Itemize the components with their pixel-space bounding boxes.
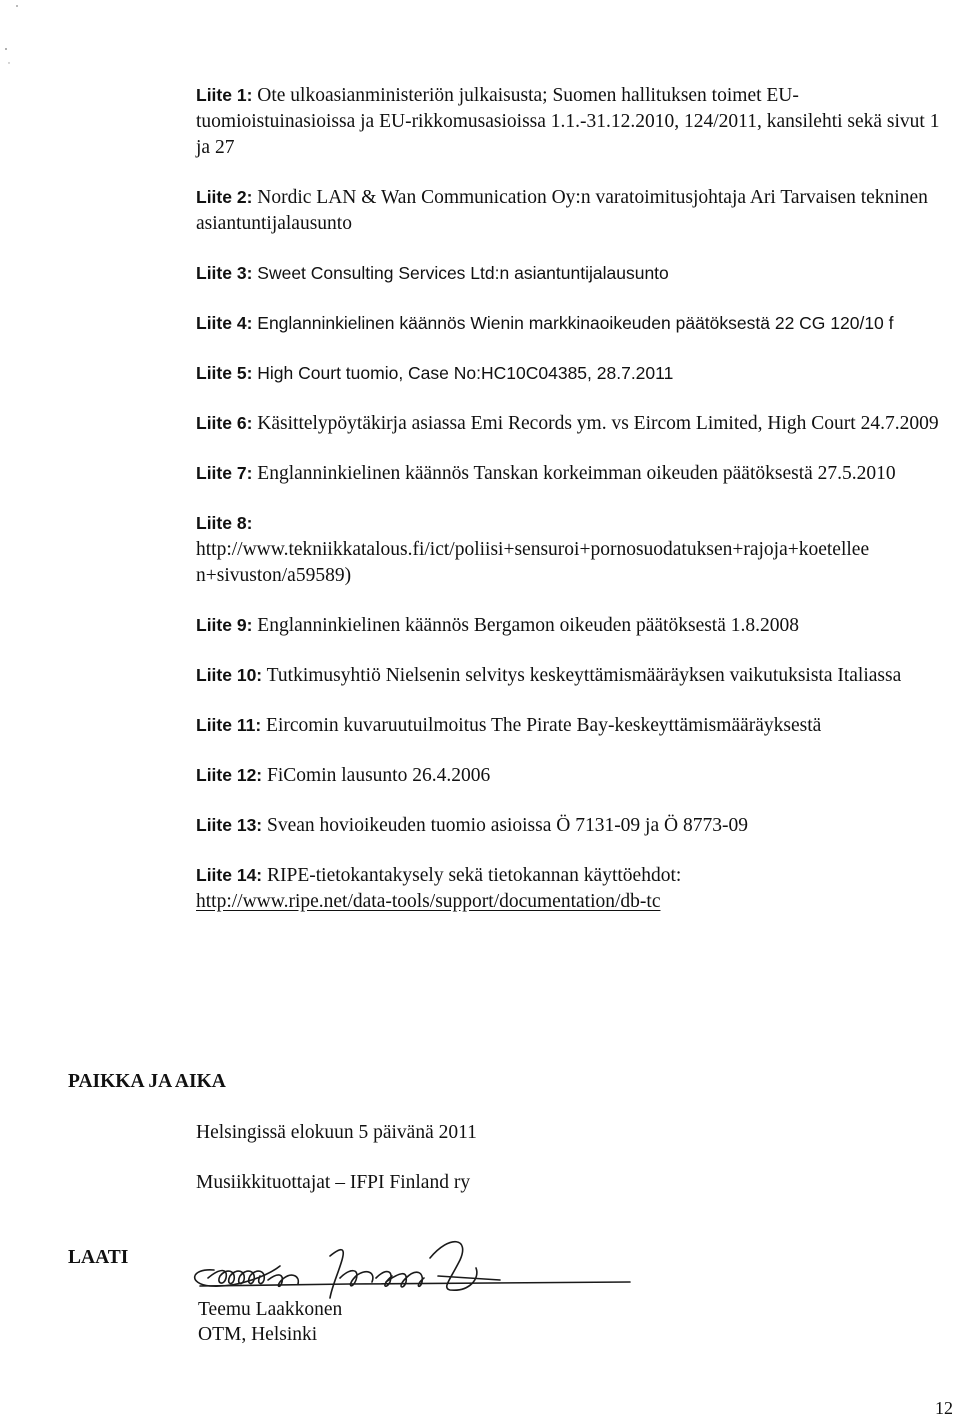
place-and-time-heading: PAIKKA JA AIKA (68, 1071, 226, 1092)
attachment-item-6 (196, 410, 956, 437)
attachment-label: Liite 12: (196, 765, 263, 785)
attachment-label: Liite 3: (196, 263, 253, 283)
attachment-text: Englanninkielinen käännös Bergamon oikeuden päätöksestä 1.8.2008 (257, 615, 800, 636)
attachment-text: High Court tuomio, Case No:HC10C04385, 28.7.2011 (257, 363, 674, 383)
attachment-text: RIPE-tietokantakysely sekä tietokannan käyttöehdot: (267, 865, 682, 886)
attachment-text: Svean hovioikeuden tuomio asioissa Ö 7131-09 ja Ö 8773-09 (267, 815, 748, 836)
attachment-text: Englanninkielinen käännös Wienin markkinaoikeuden päätöksestä 22 CG 120/10 f (257, 313, 894, 333)
attachment-text: Eircomin kuvaruutuilmoitus The Pirate Bay-keskeyttämismääräyksestä (266, 715, 822, 736)
attachment-item-4 (196, 310, 956, 337)
signer-name: Teemu Laakkonen (198, 1299, 343, 1320)
handwritten-signature (180, 1228, 640, 1308)
attachment-item-3 (196, 260, 956, 287)
attachment-label: Liite 1: (196, 85, 253, 105)
attachment-item-5 (196, 360, 956, 387)
signer-title: OTM, Helsinki (198, 1324, 318, 1345)
attachment-label: Liite 7: (196, 463, 253, 483)
attachment-link[interactable]: http://www.tekniikkatalous.fi/ict/poliisi+sensuroi+pornosuodatuksen+rajoja+koetellee n+sivuston/a59589) (196, 539, 870, 586)
author-heading: LAATI (68, 1247, 129, 1268)
attachment-text: Sweet Consulting Services Ltd:n asiantuntijalausunto (257, 263, 669, 283)
attachment-item-1 (196, 82, 956, 161)
attachment-item-8 (196, 510, 956, 589)
organization-name: Musiikkituottajat – IFPI Finland ry (196, 1172, 471, 1193)
attachment-label: Liite 10: (196, 665, 263, 685)
attachment-item-12 (196, 762, 956, 789)
attachment-label: Liite 2: (196, 187, 253, 207)
attachment-label: Liite 9: (196, 615, 253, 635)
attachment-text: Englanninkielinen käännös Tanskan korkeimman oikeuden päätöksestä 27.5.2010 (257, 463, 896, 484)
attachment-item-14 (196, 862, 956, 915)
attachment-item-9 (196, 612, 956, 639)
attachment-text: Ote ulkoasianministeriön julkaisusta; Suomen hallituksen toimet EU-tuomioistuinasioissa ja EU-rikkomusasioissa 1.1.-31.12.2010, 124/2011, kansilehti sekä sivut 1 ja 27 (196, 85, 940, 158)
attachment-text: Käsittelypöytäkirja asiassa Emi Records ym. vs Eircom Limited, High Court 24.7.2009 (257, 413, 939, 434)
attachment-item-10 (196, 662, 956, 689)
attachment-label: Liite 6: (196, 413, 253, 433)
attachment-item-2 (196, 184, 956, 237)
attachment-link[interactable]: http://www.ripe.net/data-tools/support/documentation/db-tc (196, 891, 661, 912)
attachment-label: Liite 11: (196, 715, 262, 735)
attachment-text: FiComin lausunto 26.4.2006 (267, 765, 491, 786)
attachment-item-11 (196, 712, 956, 739)
attachment-label: Liite 4: (196, 313, 253, 333)
attachment-item-13 (196, 812, 956, 839)
attachment-list (196, 82, 956, 915)
attachment-label: Liite 14: (196, 865, 263, 885)
attachment-item-7 (196, 460, 956, 487)
attachment-label: Liite 13: (196, 815, 263, 835)
attachment-label: Liite 5: (196, 363, 253, 383)
attachment-text: Tutkimusyhtiö Nielsenin selvitys keskeyttämismääräyksen vaikutuksista Italiassa (266, 665, 902, 686)
place-date-line: Helsingissä elokuun 5 päivänä 2011 (196, 1122, 477, 1143)
attachment-text: Nordic LAN & Wan Communication Oy:n varatoimitusjohtaja Ari Tarvaisen tekninen asiantuntijalausunto (196, 187, 928, 234)
attachment-label: Liite 8: (196, 513, 253, 533)
scan-artifact-marks (0, 0, 40, 80)
page-number: 12 (935, 1398, 953, 1418)
